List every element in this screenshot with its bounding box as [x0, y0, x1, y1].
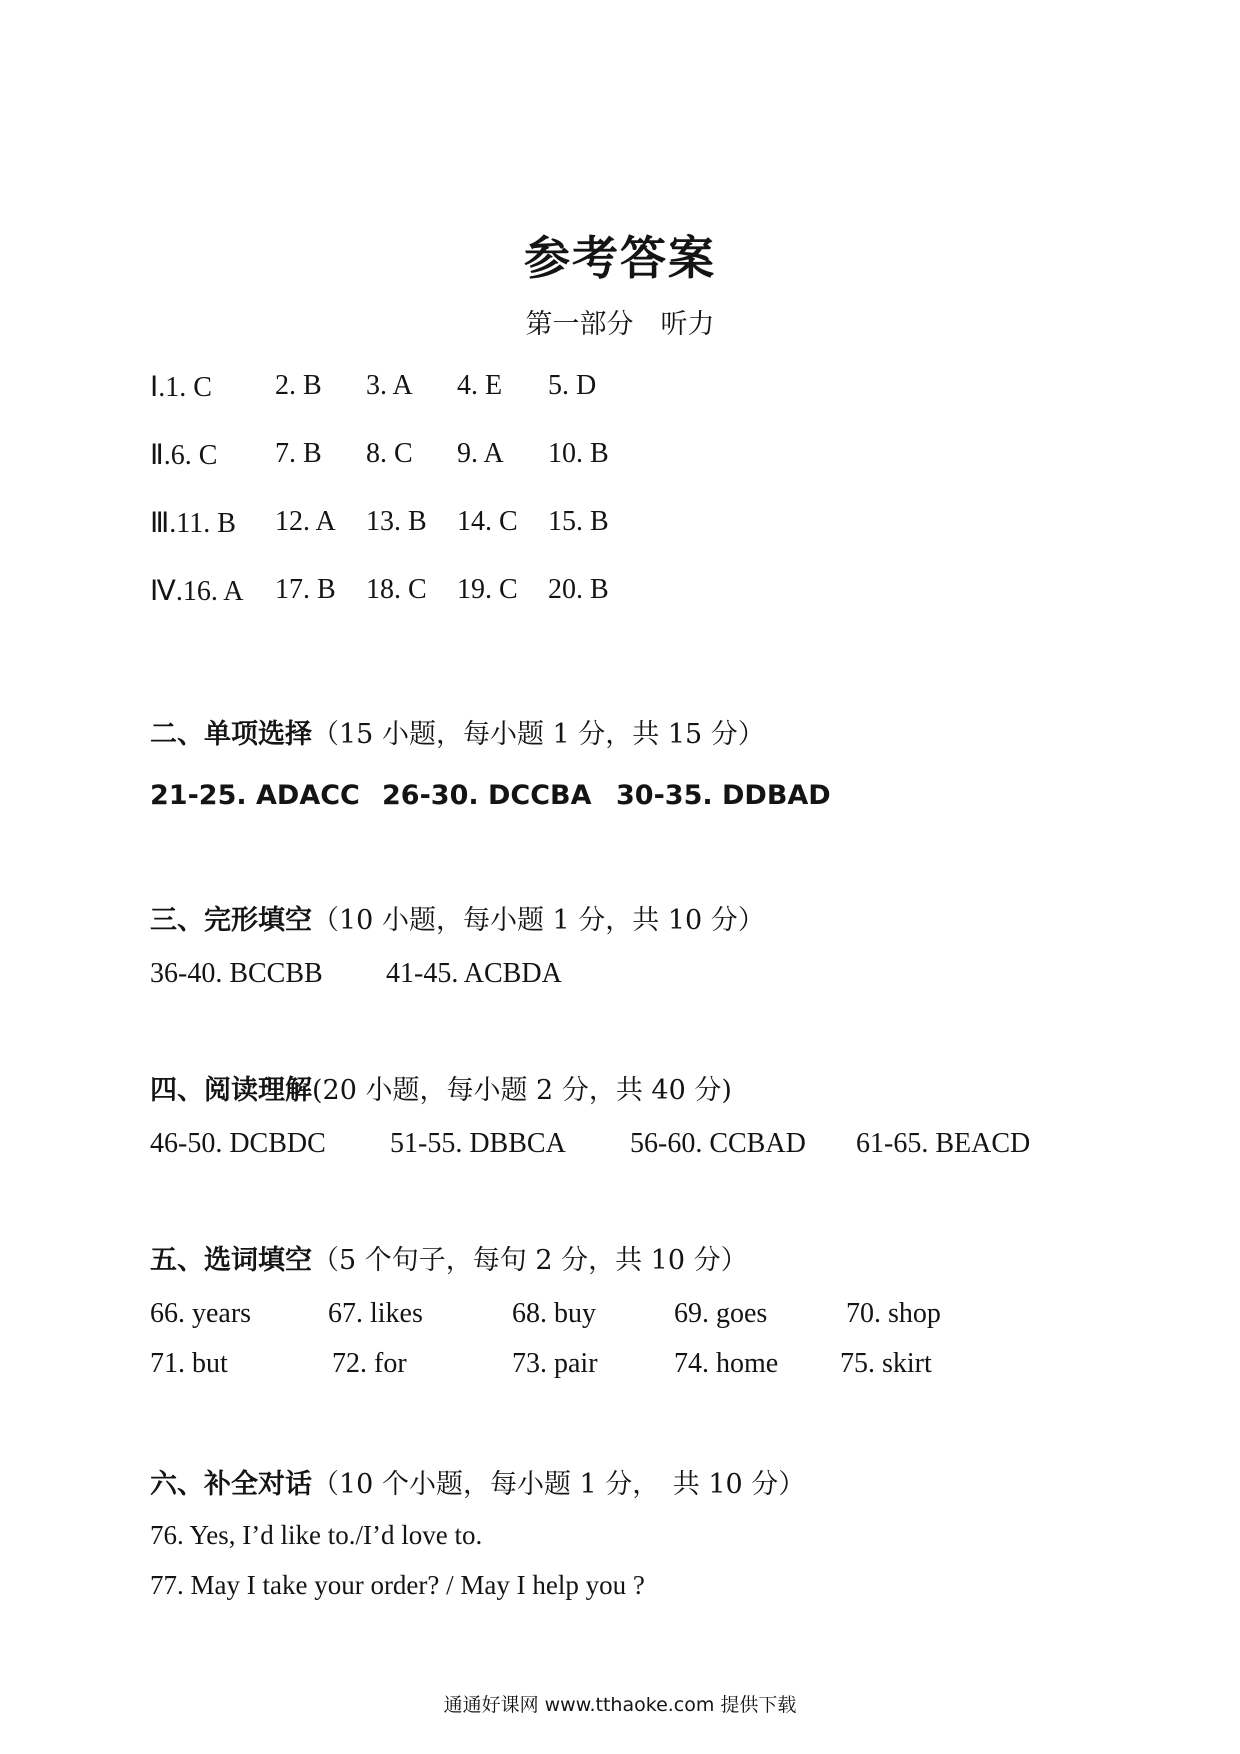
answer-cell: 10. B: [548, 438, 609, 469]
answer-cell: 8. C: [366, 438, 413, 469]
section-6-note: （10 个小题，每小题 1 分， 共 10 分）: [312, 1469, 806, 1500]
section-5-heading: [150, 1238, 748, 1277]
answer-cell: 18. C: [366, 574, 427, 605]
section-4-heading: [150, 1068, 732, 1107]
answer-cell: 66. years: [150, 1298, 252, 1329]
answer-cell: 17. B: [275, 574, 336, 605]
answer-group: 46-50. DCBDC: [150, 1128, 326, 1159]
answer-cell: 14. C: [457, 506, 518, 537]
answer-cell: 12. A: [275, 506, 336, 537]
answer-group: 61-65. BEACD: [856, 1128, 1031, 1159]
part1-subtitle: 第一部分 听力: [525, 309, 715, 340]
answer-cell: 74. home: [674, 1348, 779, 1379]
answer-group: 26-30. DCCBA: [382, 780, 592, 811]
answer-group: 21-25. ADACC: [150, 780, 360, 811]
dialogue-answer-76: 76. Yes, I’d like to./I’d love to.: [150, 1520, 483, 1550]
dialogue-answer-77: 77. May I take your order? / May I help you ?: [150, 1570, 645, 1600]
answer-cell: 75. skirt: [840, 1348, 932, 1379]
answer-group: 56-60. CCBAD: [630, 1128, 806, 1159]
answer-cell: 13. B: [366, 506, 427, 537]
answer-cell: Ⅰ.1. C: [150, 372, 212, 403]
section-5-note: （5 个句子，每句 2 分，共 10 分）: [312, 1245, 748, 1276]
section-3-heading: [150, 898, 765, 937]
answer-cell: 67. likes: [328, 1298, 423, 1329]
section-2-heading: [150, 712, 765, 751]
answer-group: 51-55. DBBCA: [390, 1128, 566, 1159]
answer-group: 36-40. BCCBB: [150, 958, 323, 989]
answer-cell: 2. B: [275, 370, 322, 401]
answer-cell: 4. E: [457, 370, 503, 401]
answer-cell: Ⅱ.6. C: [150, 440, 218, 471]
answer-group: 41-45. ACBDA: [386, 958, 562, 989]
answer-cell: 70. shop: [846, 1298, 941, 1329]
answer-cell: 3. A: [366, 370, 413, 401]
section-4-note: (20 小题，每小题 2 分，共 40 分): [312, 1075, 732, 1106]
answer-cell: 69. goes: [674, 1298, 768, 1329]
answer-cell: 20. B: [548, 574, 609, 605]
answer-cell: Ⅲ.11. B: [150, 508, 236, 539]
answer-cell: 9. A: [457, 438, 504, 469]
footer-source: 通通好课网 www.tthaoke.com 提供下载: [443, 1694, 797, 1716]
section-3-note: （10 小题，每小题 1 分，共 10 分）: [312, 905, 765, 936]
section-6-heading: [150, 1462, 805, 1501]
answer-cell: 7. B: [275, 438, 322, 469]
section-2-note: （15 小题，每小题 1 分，共 15 分）: [312, 719, 765, 750]
section-5-title: 五、选词填空: [150, 1245, 312, 1276]
section-3-title: 三、完形填空: [150, 905, 312, 936]
answer-cell: 71. but: [150, 1348, 228, 1379]
answer-cell: 5. D: [548, 370, 597, 401]
answer-cell: Ⅳ.16. A: [150, 576, 244, 607]
answer-group: 30-35. DDBAD: [616, 780, 831, 811]
section-2-title: 二、单项选择: [150, 719, 312, 750]
answer-cell: 15. B: [548, 506, 609, 537]
section-6-title: 六、补全对话: [150, 1469, 312, 1500]
answer-cell: 72. for: [332, 1348, 407, 1379]
answer-cell: 73. pair: [512, 1348, 598, 1379]
answer-cell: 68. buy: [512, 1298, 596, 1329]
answer-cell: 19. C: [457, 574, 518, 605]
section-4-title: 四、阅读理解: [150, 1075, 312, 1106]
page-title: 参考答案: [524, 231, 716, 285]
